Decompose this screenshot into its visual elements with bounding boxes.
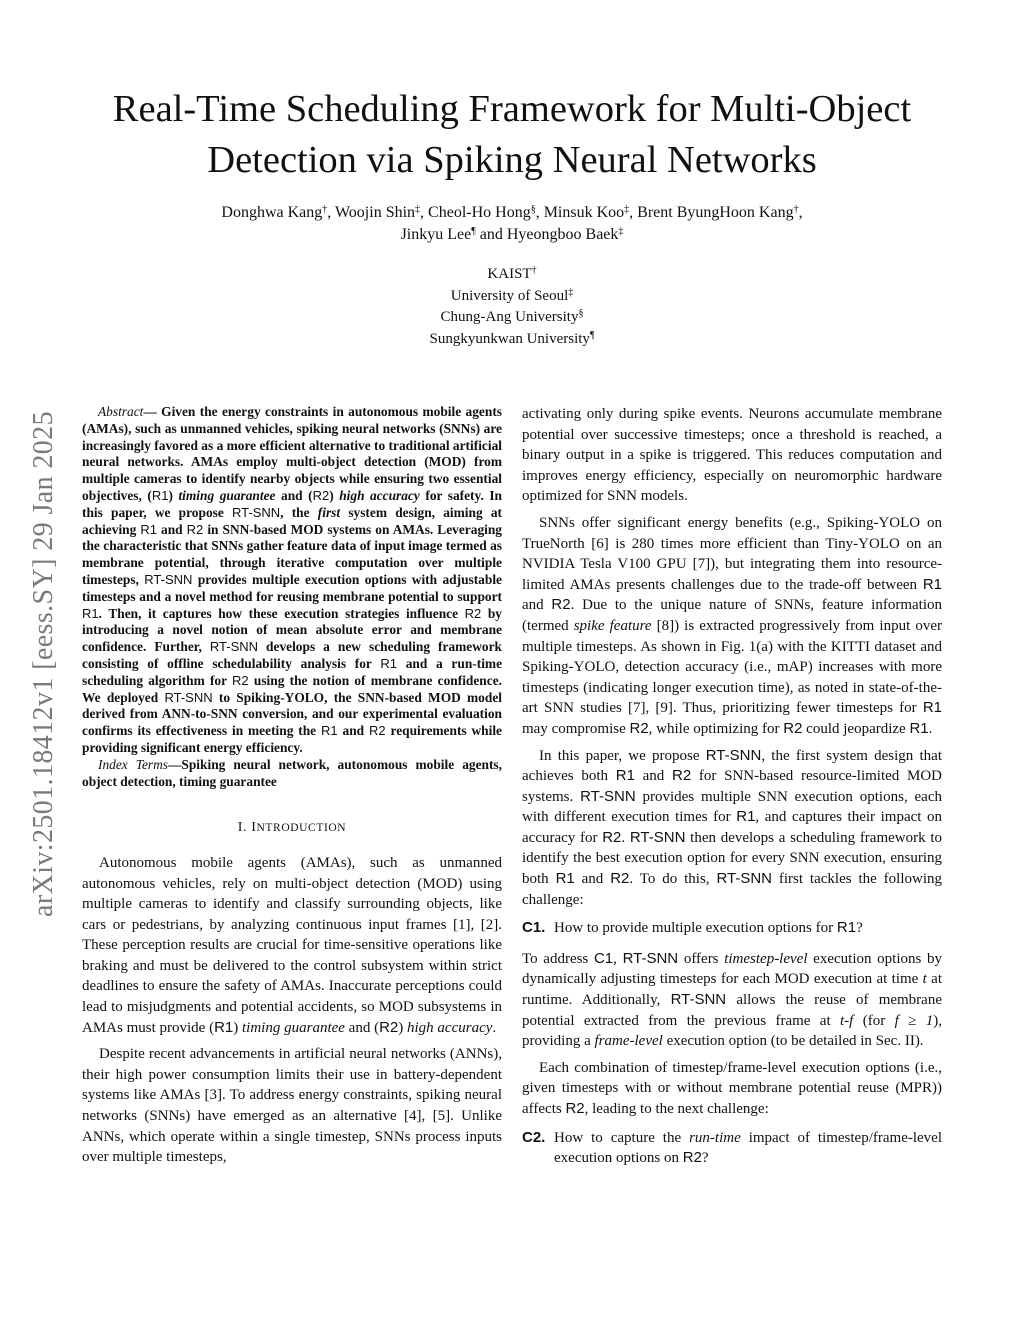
index-terms: Index Terms—Spiking neural network, autonomous mobile agents, object detection, timing guarantee [82, 756, 502, 789]
author: Jinkyu Lee¶ and [400, 226, 507, 243]
author: Minsuk Koo‡, [543, 204, 638, 221]
affiliation: University of Seoul‡ [450, 286, 574, 304]
challenge-c2: C2. How to capture the run-time impact of timestep/frame-level execution options on R2? [522, 1128, 943, 1167]
abstract: Abstract— Given the energy constraints in autonomous mobile agents (AMAs), such as unmanned vehicles, spiking neural networks (SNNs) are increasingly favored as a more efficient alternative to traditional artificial neural networks. AMAs employ multi-object detection (MOD) from multiple cameras to identify nearby objects while ensuring two essential objectives, (R1) timing guarantee and (R2) high accuracy for safety. In this paper, we propose RT-SNN, the first system design, aiming at achieving R1 and R2 in SNN-based MOD systems on AMAs. Leveraging the characteristic that SNNs gather feature data of input image termed as membrane potential, through iterative computation over multiple timesteps, RT-SNN provides multiple execution options with adjustable timesteps and a novel method for reusing membrane potential to support R1. Then, it captures how these execution strategies influence R2 by introducing a novel notion of mean absolute error and membrane confidence. Further, RT-SNN develops a new scheduling framework consisting of offline schedulability analysis for R1 and a run-time scheduling algorithm for R2 using the notion of membrane confidence. We deployed RT-SNN to Spiking-YOLO, the SNN-based MOD model derived from ANN-to-SNN conversion, and our experimental evaluation confirms its effectiveness in meeting the R1 and R2 requirements while providing significant energy efficiency. [82, 404, 503, 755]
left-column [82, 404, 502, 1174]
intro-paragraph-2-continued: activating only during spike events. Neurons accumulate membrane potential over successive timesteps; once a threshold is reached, a binary output in a spike is triggered. This reduces computation and improves energy efficiency, especially on neuromorphic hardware optimized for SNN models. [522, 406, 942, 505]
author-list [100, 202, 924, 246]
intro-paragraph-6: Each combination of timestep/frame-level execution options (i.e., given timesteps with or without membrane potential reuse (MPR)) affects R2, leading to the next challenge: [522, 1059, 942, 1117]
author: Brent ByungHoon Kang†, [637, 204, 803, 221]
intro-paragraph-5: To address C1, RT-SNN offers timestep-level execution options by dynamically adjusting timesteps for each MOD execution at time t at runtime. Additionally, RT-SNN allows the reuse of membrane potential extracted from the previous frame at t-f (for f ≥ 1), providing a frame-level execution option (to be detailed in Sec. II). [522, 949, 943, 1050]
section-heading-introduction: I. INTRODUCTION [237, 820, 347, 836]
paper-title: Real-Time Scheduling Framework for Multi-Object Detection via Spiking Neural Networks [112, 88, 912, 181]
intro-paragraph-3: SNNs offer significant energy benefits (e.g., Spiking-YOLO on TrueNorth [6] is 280 times more efficient than Tiny-YOLO on an NVIDIA Tesla V100 GPU [7]), but integrating them into resource-limited AMAs presents challenges due to the trade-off between R1 and R2. Due to the unique nature of SNNs, feature information (termed spike feature [8]) is extracted progressively from input over multiple timesteps. As shown in Fig. 1(a) with the KITTI dataset and Spiking-YOLO, detection accuracy (i.e., mAP) increases with more timesteps (indicating longer execution time), as noted in state-of-the-art SNN studies [7], [9]. Thus, prioritizing fewer timesteps for R1 may compromise R2, while optimizing for R2 could jeopardize R1. [522, 514, 942, 737]
author: Donghwa Kang†, [221, 204, 335, 221]
intro-paragraph-2: Despite recent advancements in artificial neural networks (ANNs), their high power consumption limits their use in battery-dependent systems like AMAs [3]. To address energy constraints, spiking neural networks (SNNs) have emerged as an alternative [4], [5]. Unlike ANNs, which operate within a single timestep, SNNs process inputs over multiple timesteps, [82, 1046, 502, 1166]
intro-paragraph-4: In this paper, we propose RT-SNN, the first system design that achieves both R1 and R2 for SNN-based resource-limited MOD systems. RT-SNN provides multiple SNN execution options, each with different execution times for R1, and captures their impact on accuracy for R2. RT-SNN then develops a scheduling framework to identify the best execution option for every SNN execution, ensuring both R1 and R2. To do this, RT-SNN first tackles the following challenge: [522, 746, 943, 908]
author: Hyeongboo Baek‡ [506, 226, 624, 243]
affiliation: Sungkyunkwan University¶ [429, 329, 595, 347]
affiliation-list [200, 264, 824, 350]
affiliation: Chung-Ang University§ [440, 308, 584, 325]
arxiv-identifier: arXiv:2501.18412v1 [eess.SY] 29 Jan 2025 [28, 411, 59, 917]
affiliation: KAIST† [487, 265, 537, 282]
intro-paragraph-1: Autonomous mobile agents (AMAs), such as unmanned autonomous vehicles, rely on multi-object detection (MOD) using multiple cameras to identify and classify surrounding objects, like cars or pedestrians, by analyzing continuous input frames [1], [2]. These perception results are crucial for time-sensitive operations like braking and must be delivered to the control subsystem within strict deadlines to ensure the safety of AMAs. Inaccurate perceptions could lead to misjudgments and potential accidents, so MOD subsystems in AMAs must provide (R1) timing guarantee and (R2) high accuracy. [82, 854, 502, 1036]
right-column [522, 404, 942, 1179]
challenge-c1: C1. How to provide multiple execution options for R1? [522, 919, 863, 937]
author: Woojin Shin‡, [334, 204, 429, 221]
author: Cheol-Ho Hong§, [428, 204, 544, 221]
